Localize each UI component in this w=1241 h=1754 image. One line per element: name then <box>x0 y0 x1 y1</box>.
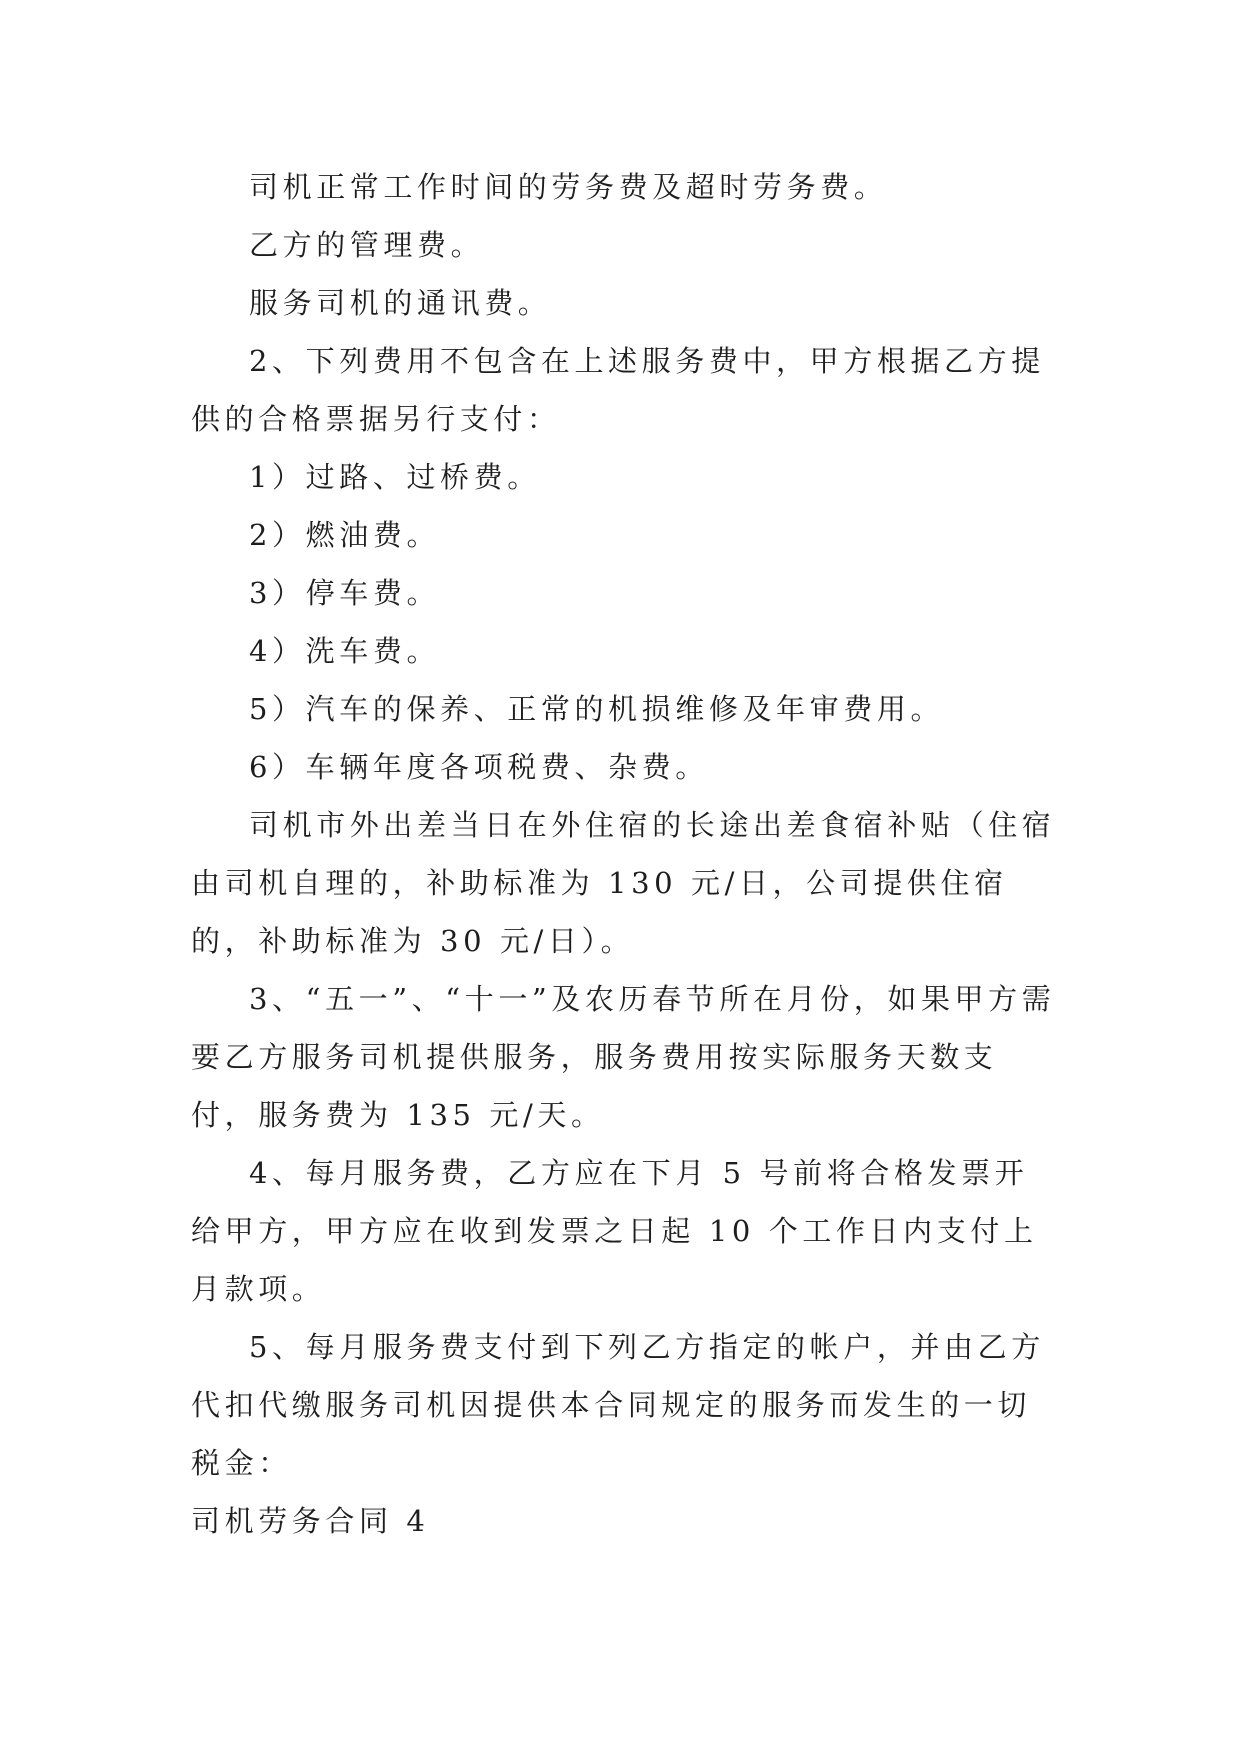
paragraph-clause-4: 4、每月服务费，乙方应在下月 5 号前将合格发票开给甲方，甲方应在收到发票之日起 10 个工作日内支付上月款项。 <box>191 1156 1038 1306</box>
paragraph-driver-labor-fee: 司机正常工作时间的劳务费及超时劳务费。 <box>249 170 888 204</box>
list-item-annual-tax-fee: 6）车辆年度各项税费、杂费。 <box>249 750 709 784</box>
paragraph-clause-3: 3、“五一”、“十一”及农历春节所在月份，如果甲方需要乙方服务司机提供服务，服务费用按实际服务天数支付，服务费为 135 元/天。 <box>191 982 1056 1132</box>
paragraph-clause-2: 2、下列费用不包含在上述服务费中，甲方根据乙方提供的合格票据另行支付： <box>191 344 1045 436</box>
document-body <box>191 158 1061 1550</box>
list-item-fuel-fee: 2）燃油费。 <box>249 518 441 552</box>
list-item-maintenance-fee: 5）汽车的保养、正常的机损维修及年审费用。 <box>249 692 945 726</box>
paragraph-communication-fee: 服务司机的通讯费。 <box>249 286 552 320</box>
paragraph-management-fee: 乙方的管理费。 <box>249 228 485 262</box>
paragraph-travel-subsidy: 司机市外出差当日在外住宿的长途出差食宿补贴（住宿由司机自理的，补助标准为 130 元/日，公司提供住宿的，补助标准为 30 元/日）。 <box>191 808 1056 958</box>
paragraph-clause-5: 5、每月服务费支付到下列乙方指定的帐户，并由乙方代扣代缴服务司机因提供本合同规定的服务而发生的一切税金： <box>191 1330 1045 1480</box>
list-item-road-bridge-fee: 1）过路、过桥费。 <box>249 460 541 494</box>
list-item-car-wash-fee: 4）洗车费。 <box>249 634 441 668</box>
section-heading-contract-4: 司机劳务合同 4 <box>191 1504 430 1538</box>
list-item-parking-fee: 3）停车费。 <box>249 576 441 610</box>
